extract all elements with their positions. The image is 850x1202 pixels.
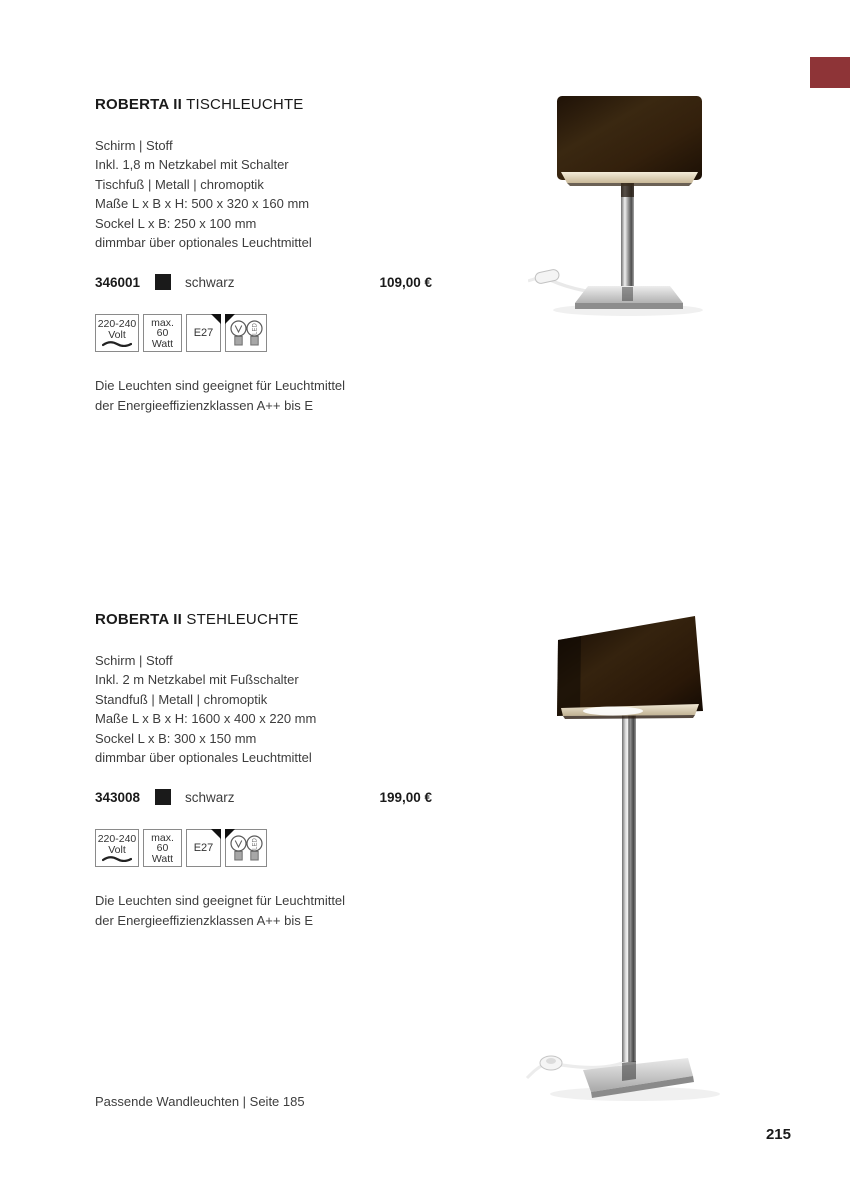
- energy-note-line: der Energieeffizienzklassen A++ bis E: [95, 397, 314, 413]
- voltage-badge: [95, 829, 139, 867]
- socket-badge: [186, 829, 221, 867]
- product-title: [95, 612, 435, 628]
- spec-badges: [95, 314, 435, 352]
- shade-glow: [561, 172, 698, 183]
- description-line: Maße L x B x H: 1600 x 400 x 220 mm: [95, 711, 317, 727]
- related-products-reference: Passende Wandleuchten | Seite 185: [95, 1094, 305, 1109]
- product-section-stehleuchte: [95, 612, 435, 930]
- product-type: STEHLEUCHTE: [182, 611, 299, 628]
- power-cable: [527, 1065, 543, 1078]
- description-line: Sockel L x B: 300 x 150 mm: [95, 730, 257, 746]
- voltage-value: 220-240: [97, 318, 137, 331]
- voltage-unit: Volt: [108, 328, 126, 341]
- voltage-value: 220-240: [97, 833, 137, 846]
- bulb-types-badge: [225, 314, 267, 352]
- voltage-unit: Volt: [108, 843, 126, 856]
- watt-max: max.: [151, 316, 174, 329]
- table-lamp-photo: [528, 90, 710, 318]
- bulb-types-badge: [225, 829, 267, 867]
- foot-switch: [540, 1056, 562, 1070]
- wattage-badge: [143, 314, 182, 352]
- lamp-stem: [621, 180, 634, 296]
- description-line: dimmbar über optionales Leuchtmittel: [95, 750, 312, 766]
- watt-value: 60: [156, 842, 169, 855]
- price-row: [95, 789, 432, 805]
- price: 199,00 €: [379, 789, 432, 805]
- watt-max: max.: [151, 831, 174, 844]
- socket-type: E27: [193, 327, 214, 340]
- description-line: Schirm | Stoff: [95, 138, 173, 153]
- color-name: schwarz: [185, 789, 235, 805]
- watt-value: 60: [156, 327, 169, 340]
- product-type: TISCHLEUCHTE: [182, 96, 304, 113]
- price-row: [95, 274, 432, 290]
- description-line: Standfuß | Metall | chromoptik: [95, 691, 268, 707]
- price: 109,00 €: [379, 274, 432, 290]
- ac-wave-icon: [102, 855, 132, 862]
- socket-type: E27: [193, 842, 214, 855]
- energy-note-line: Die Leuchten sind geeignet für Leuchtmittel: [95, 378, 346, 394]
- description-line: Maße L x B x H: 500 x 320 x 160 mm: [95, 196, 310, 212]
- description-line: dimmbar über optionales Leuchtmittel: [95, 235, 312, 251]
- voltage-badge: [95, 314, 139, 352]
- watt-unit: Watt: [151, 337, 174, 350]
- description-line: Inkl. 1,8 m Netzkabel mit Schalter: [95, 157, 289, 173]
- floor-lamp-photo: [525, 608, 735, 1108]
- wattage-badge: [143, 829, 182, 867]
- energy-note-line: Die Leuchten sind geeignet für Leuchtmittel: [95, 893, 346, 909]
- led-bulb-label: LED: [252, 323, 258, 336]
- watt-unit: Watt: [151, 852, 174, 865]
- article-number: 346001: [95, 274, 141, 290]
- color-name: schwarz: [185, 274, 235, 290]
- product-name: ROBERTA II: [95, 96, 182, 113]
- color-swatch: [155, 274, 171, 290]
- article-number: 343008: [95, 789, 141, 805]
- energy-note-line: der Energieeffizienzklassen A++ bis E: [95, 912, 314, 928]
- color-swatch: [155, 789, 171, 805]
- socket-badge: [186, 314, 221, 352]
- energy-note: [95, 891, 435, 930]
- chapter-color-tab: [810, 57, 850, 88]
- corner-triangle-icon: [211, 829, 221, 839]
- corner-triangle-icon: [211, 314, 221, 324]
- corner-triangle-icon: [225, 314, 235, 324]
- corner-triangle-icon: [225, 829, 235, 839]
- product-description: [95, 136, 435, 252]
- description-line: Schirm | Stoff: [95, 653, 173, 668]
- energy-note: [95, 376, 435, 415]
- product-name: ROBERTA II: [95, 611, 182, 628]
- page-number: 215: [765, 1126, 791, 1143]
- spec-badges: [95, 829, 435, 867]
- product-description: [95, 651, 435, 767]
- description-line: Inkl. 2 m Netzkabel mit Fußschalter: [95, 672, 299, 688]
- description-line: Sockel L x B: 250 x 100 mm: [95, 215, 257, 231]
- lamp-shade: [557, 96, 702, 180]
- product-section-tischleuchte: [95, 97, 435, 415]
- product-title: [95, 97, 435, 113]
- ac-wave-icon: [102, 340, 132, 347]
- led-bulb-label: LED: [252, 838, 258, 851]
- description-line: Tischfuß | Metall | chromoptik: [95, 176, 264, 192]
